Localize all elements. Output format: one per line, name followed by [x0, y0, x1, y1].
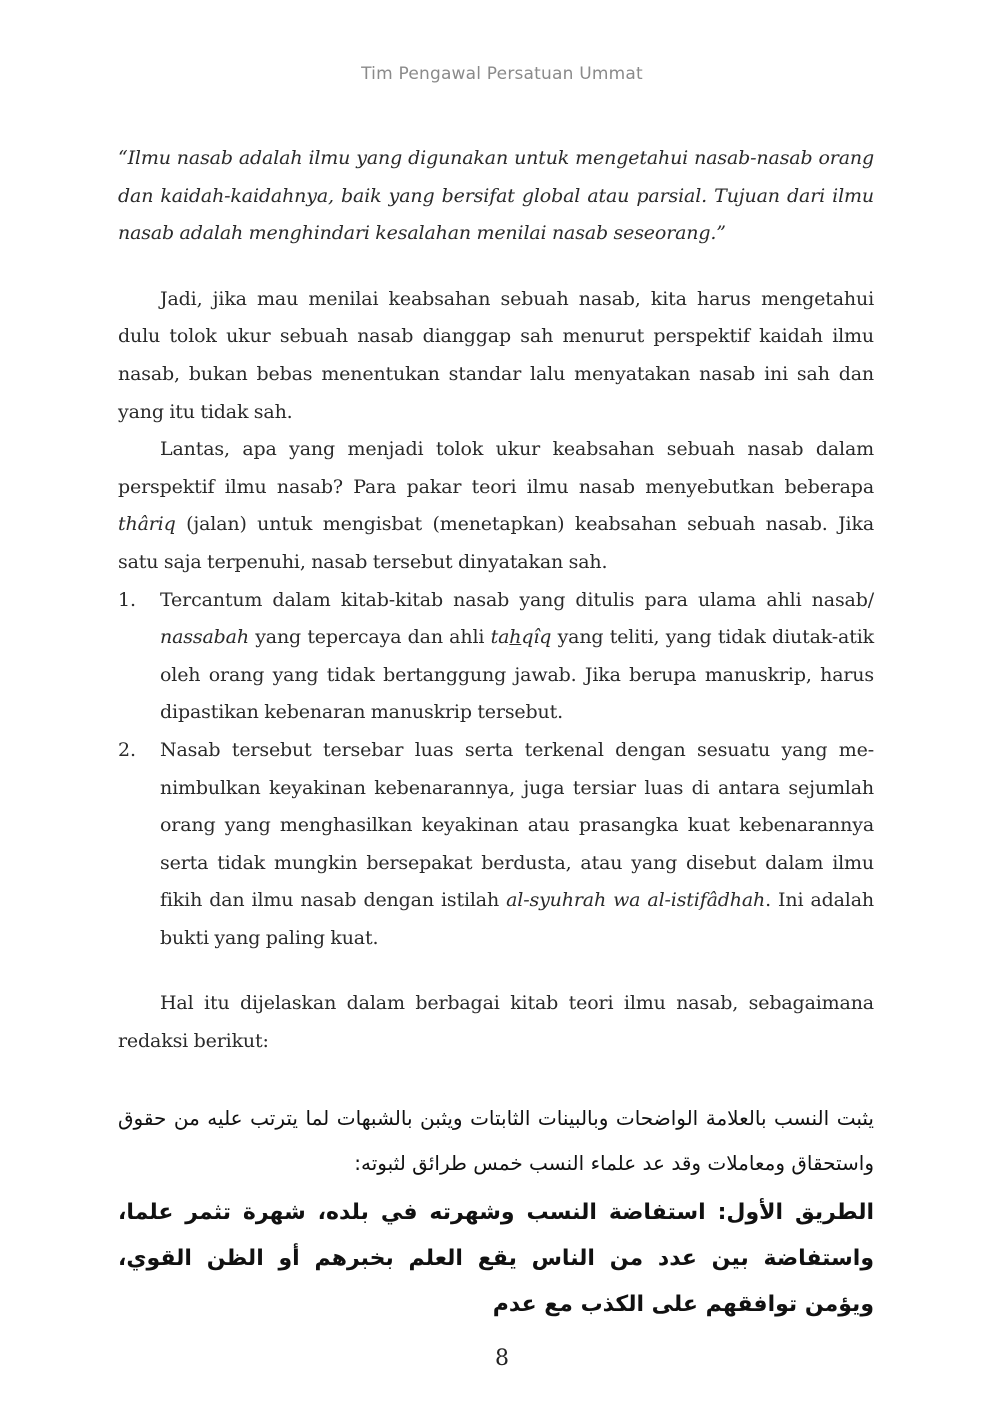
term-syuhrah: al-syuhrah wa al-istifâdhah [506, 889, 766, 912]
arabic-line-1: يثبت النسب بالعلامة الواضحات وبالبينات الثابتات ويثبن بالشبهات لما يترتب عليه من حقوق واستحقاق ومعاملات وقد عد علماء النسب خمس طرائق لثبوته: [118, 1106, 874, 1175]
list-item-text-a: Nasab tersebut tersebar luas serta terkenal dengan sesuatu yang me-nimbulkan keyakinan kebenarannya, juga tersiar luas di antara sejumlah orang yang menghasilkan keyakinan atau prasangka kuat kebenarannya serta tidak mungkin bersepakat berdusta, atau yang disebut dalam ilmu fikih dan ilmu nasab dengan istilah [160, 738, 874, 912]
list-item-text-c: yang teliti, yang tidak diutak-atik oleh orang yang tidak bertanggung jawab. Jika berupa manuskrip, harus dipastikan kebenaran manuskrip tersebut. [160, 626, 874, 724]
arabic-quotation [118, 1096, 874, 1328]
term-tahqiq [491, 626, 552, 648]
paragraph-1: Jadi, jika mau menilai keabsahan sebuah nasab, kita harus mengetahui dulu tolok ukur sebuah nasab dianggap sah menurut perspektif kaidah ilmu nasab, bukan bebas menentukan standar lalu menyatakan nasab ini sah dan yang itu tidak sah. [118, 287, 874, 423]
term-tahqiq-c: qîq [521, 626, 552, 649]
list-item-number: 1. [118, 588, 136, 611]
list-item-number: 2. [118, 738, 136, 761]
running-header: Tim Pengawal Persatuan Ummat [361, 64, 643, 84]
paragraph-2 [118, 431, 874, 581]
term-tahqiq-a: ta [490, 626, 510, 649]
paragraph-2-text-a: Lantas, apa yang menjadi tolok ukur keabsahan sebuah nasab dalam perspektif ilmu nasab? Para pakar teori ilmu nasab menyebutkan beberapa [118, 438, 874, 498]
quote-paragraph: “Ilmu nasab adalah ilmu yang digunakan untuk mengetahui nasab-nasab orang dan kaidah-kaidahnya, baik yang bersifat global atau parsial. Tujuan dari ilmu nasab adalah menghindari kesalahan menilai nasab seseorang.” [118, 147, 874, 245]
paragraph-2-text-b: (jalan) untuk mengisbat (menetapkan) keabsahan sebuah nasab. Jika satu saja terpenuhi, nasab tersebut dinyatakan sah. [118, 513, 874, 573]
list-item-text-b: . Ini adalah bukti yang paling kuat. [160, 889, 874, 949]
term-tahqiq-b: h [509, 626, 522, 649]
body-text [118, 140, 874, 1061]
list-item [118, 732, 874, 958]
arabic-line-2: الطريق الأول: استفاضة النسب وشهرته في بلده، شهرة تثمر علما، واستفاضة بين عدد من الناس يقع العلم بخبرهم أو الظن القوي، ويؤمن توافقهم على الكذب مع عدم [118, 1200, 874, 1317]
term-nassabah: nassabah [160, 626, 249, 649]
paragraph-3: Hal itu dijelaskan dalam berbagai kitab teori ilmu nasab, sebagaimana redaksi berikut: [118, 992, 874, 1053]
list-item [118, 582, 874, 732]
paths-list [118, 582, 874, 958]
list-item-text-a: Tercantum dalam kitab-kitab nasab yang ditulis para ulama ahli nasab/ [160, 588, 874, 611]
page-number: 8 [495, 1346, 509, 1371]
term-thariq: thâriq [118, 513, 176, 536]
list-item-text-b: yang tepercaya dan ahli [248, 626, 491, 649]
